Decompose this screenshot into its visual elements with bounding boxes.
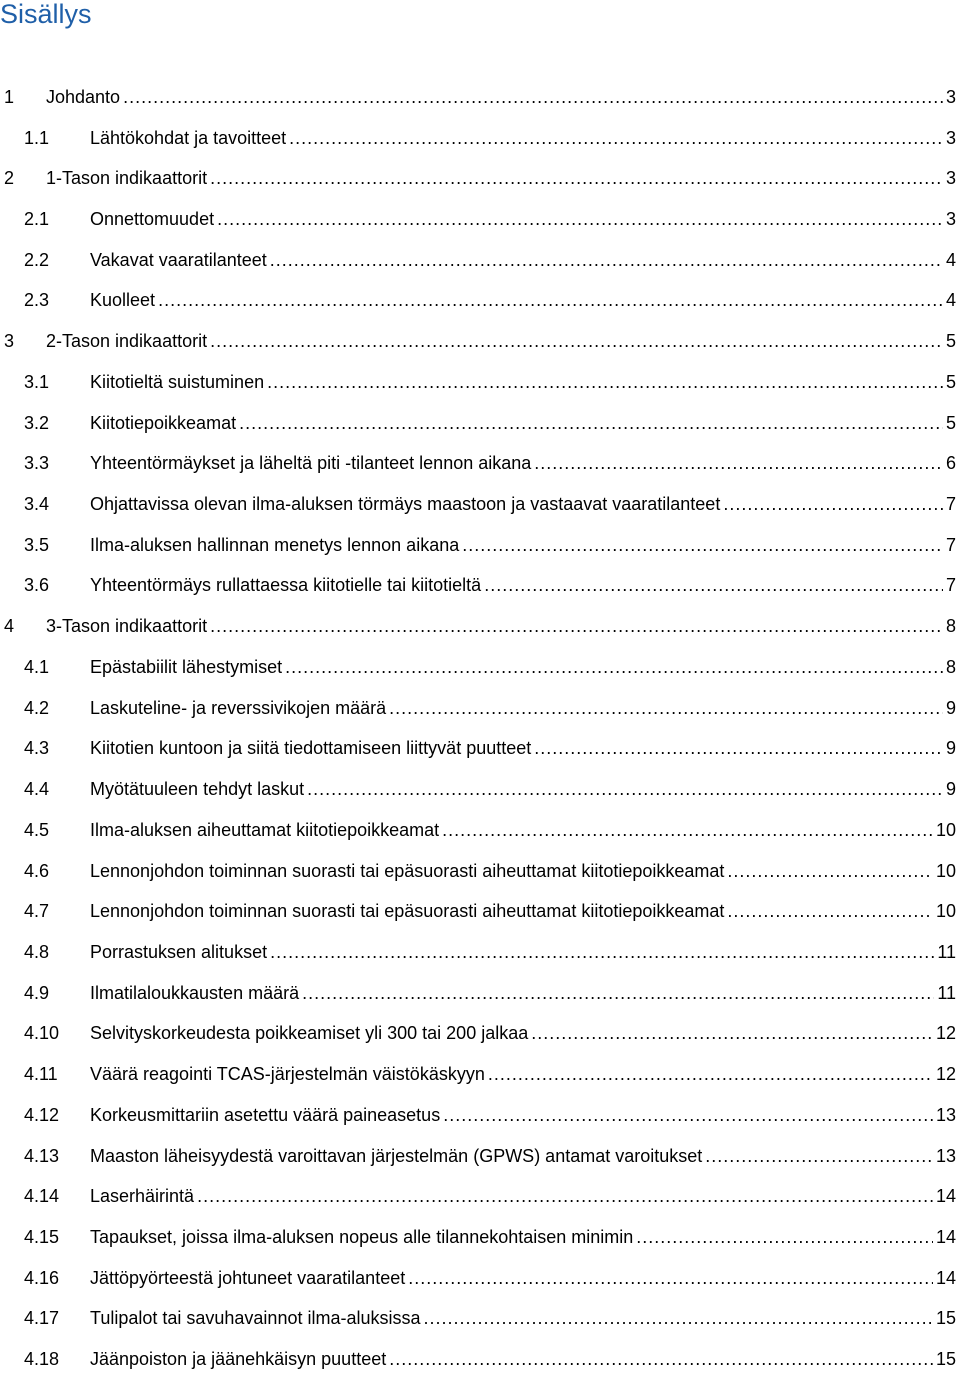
toc-entry-number: 4.3: [24, 738, 50, 759]
toc-entry-page-number: 8: [945, 656, 956, 677]
toc-dot-leader: [307, 779, 943, 800]
toc-entry[interactable]: [0, 77, 960, 118]
toc-entry-title[interactable]: Väärä reagointi TCAS-järjestelmän väistökäskyyn: [90, 1064, 485, 1085]
toc-entry-page-number: 4: [945, 290, 956, 311]
toc-entry[interactable]: [0, 1217, 960, 1258]
toc-entry-title[interactable]: Kiitotien kuntoon ja siitä tiedottamiseen liittyvät puutteet: [90, 738, 532, 759]
toc-dot-leader: [210, 331, 943, 352]
toc-entry[interactable]: [0, 1258, 960, 1299]
toc-dot-leader: [408, 1268, 933, 1289]
toc-entry-page-number: 5: [945, 412, 956, 433]
table-of-contents: [0, 77, 960, 1380]
toc-entry-number: 4.5: [24, 819, 50, 840]
toc-entry-title[interactable]: Yhteentörmäys rullattaessa kiitotielle tai kiitotieltä: [90, 575, 482, 596]
toc-entry-title[interactable]: Ilma-aluksen aiheuttamat kiitotiepoikkeamat: [90, 819, 440, 840]
toc-entry-number: 2.3: [24, 290, 50, 311]
toc-entry-page-number: 13: [935, 1104, 956, 1125]
toc-dot-leader: [488, 1064, 933, 1085]
toc-entry-title[interactable]: Tapaukset, joissa ilma-aluksen nopeus alle tilannekohtaisen minimin: [90, 1226, 634, 1247]
toc-entry-title[interactable]: Ilma-aluksen hallinnan menetys lennon aikana: [90, 534, 460, 555]
toc-entry-page-number: 10: [935, 860, 956, 881]
toc-entry-page-number: 14: [935, 1226, 956, 1247]
toc-entry-page-number: 5: [945, 331, 956, 352]
toc-dot-leader: [389, 1349, 933, 1370]
toc-entry-page-number: 8: [945, 616, 956, 637]
toc-entry[interactable]: [0, 443, 960, 484]
toc-dot-leader: [636, 1227, 933, 1248]
toc-entry-title[interactable]: Jättöpyörteestä johtuneet vaaratilanteet: [90, 1267, 406, 1288]
toc-entry-number: 4.18: [24, 1349, 60, 1370]
toc-entry-number: 1: [4, 86, 15, 107]
toc-entry-number: 3.5: [24, 534, 50, 555]
toc-entry-page-number: 3: [945, 209, 956, 230]
toc-dot-leader: [727, 901, 933, 922]
toc-entry-title[interactable]: Kiitotiepoikkeamat: [90, 412, 237, 433]
toc-entry-title[interactable]: Lennonjohdon toiminnan suorasti tai epäsuorasti aiheuttamat kiitotiepoikkeamat: [90, 860, 725, 881]
toc-dot-leader: [302, 983, 934, 1004]
toc-dot-leader: [534, 453, 943, 474]
toc-dot-leader: [270, 250, 943, 271]
toc-dot-leader: [531, 1023, 933, 1044]
toc-entry[interactable]: [0, 810, 960, 851]
toc-entry[interactable]: [0, 729, 960, 770]
toc-entry-title[interactable]: Ohjattavissa olevan ilma-aluksen törmäys maastoon ja vastaavat vaaratilanteet: [90, 494, 721, 515]
toc-entry-title[interactable]: Onnettomuudet: [90, 209, 215, 230]
toc-entry-page-number: 10: [935, 901, 956, 922]
toc-dot-leader: [239, 413, 943, 434]
toc-entry-page-number: 14: [935, 1186, 956, 1207]
toc-entry-page-number: 15: [935, 1349, 956, 1370]
toc-dot-leader: [484, 575, 943, 596]
toc-dot-leader: [389, 698, 943, 719]
toc-entry-page-number: 11: [937, 941, 956, 962]
toc-dot-leader: [197, 1186, 933, 1207]
toc-entry-title[interactable]: Kiitotieltä suistuminen: [90, 371, 265, 392]
toc-entry-number: 1.1: [24, 127, 50, 148]
toc-entry[interactable]: [0, 1136, 960, 1177]
toc-entry-page-number: 10: [935, 819, 956, 840]
toc-entry-number: 3.4: [24, 494, 50, 515]
toc-entry[interactable]: [0, 647, 960, 688]
toc-dot-leader: [285, 657, 943, 678]
toc-entry[interactable]: [0, 403, 960, 444]
toc-entry-number: 4.12: [24, 1104, 60, 1125]
toc-entry-page-number: 6: [945, 453, 956, 474]
toc-entry-page-number: 3: [945, 127, 956, 148]
toc-entry-page-number: 5: [945, 371, 956, 392]
toc-entry[interactable]: [0, 525, 960, 566]
toc-entry-page-number: 13: [935, 1145, 956, 1166]
toc-dot-leader: [705, 1146, 933, 1167]
toc-dot-leader: [443, 1105, 933, 1126]
toc-entry-number: 4.17: [24, 1308, 60, 1329]
toc-entry[interactable]: [0, 1299, 960, 1340]
toc-entry-page-number: 3: [945, 86, 956, 107]
toc-entry-title[interactable]: Porrastuksen alitukset: [90, 941, 268, 962]
toc-entry-number: 4.11: [24, 1064, 58, 1085]
toc-entry-title[interactable]: Yhteentörmäykset ja läheltä piti -tilanteet lennon aikana: [90, 453, 532, 474]
toc-dot-leader: [534, 738, 943, 759]
toc-entry-page-number: 9: [945, 738, 956, 759]
toc-entry-title[interactable]: 3-Tason indikaattorit: [46, 616, 208, 637]
toc-entry-page-number: 3: [945, 168, 956, 189]
toc-entry-page-number: 7: [945, 575, 956, 596]
toc-entry-page-number: 9: [945, 697, 956, 718]
toc-entry-title[interactable]: Ilmatilaloukkausten määrä: [90, 982, 300, 1003]
toc-dot-leader: [424, 1308, 933, 1329]
toc-entry[interactable]: [0, 158, 960, 199]
toc-entry[interactable]: [0, 769, 960, 810]
toc-entry-number: 3.2: [24, 412, 50, 433]
toc-entry-number: 3.1: [24, 371, 50, 392]
toc-dot-leader: [289, 128, 943, 149]
toc-entry-page-number: 12: [935, 1064, 956, 1085]
toc-entry-page-number: 7: [945, 534, 956, 555]
toc-entry-number: 4.1: [24, 656, 50, 677]
toc-entry-number: 4.6: [24, 860, 50, 881]
toc-entry-number: 4: [4, 616, 15, 637]
toc-dot-leader: [210, 616, 943, 637]
toc-entry-number: 4.15: [24, 1226, 60, 1247]
toc-dot-leader: [442, 820, 933, 841]
toc-entry[interactable]: [0, 1054, 960, 1095]
toc-entry[interactable]: [0, 688, 960, 729]
toc-entry[interactable]: [0, 362, 960, 403]
toc-entry-page-number: 7: [945, 494, 956, 515]
toc-entry-page-number: 15: [935, 1308, 956, 1329]
toc-entry-page-number: 14: [935, 1267, 956, 1288]
toc-entry-number: 4.13: [24, 1145, 60, 1166]
toc-entry[interactable]: [0, 240, 960, 281]
toc-entry-number: 3.3: [24, 453, 50, 474]
toc-entry-title[interactable]: Lennonjohdon toiminnan suorasti tai epäsuorasti aiheuttamat kiitotiepoikkeamat: [90, 901, 725, 922]
toc-entry-number: 4.16: [24, 1267, 60, 1288]
toc-entry-number: 3: [4, 331, 15, 352]
toc-entry[interactable]: [0, 973, 960, 1014]
toc-entry-title[interactable]: Maaston läheisyydestä varoittavan järjestelmän (GPWS) antamat varoitukset: [90, 1145, 703, 1166]
toc-entry[interactable]: [0, 1014, 960, 1055]
toc-entry[interactable]: [0, 851, 960, 892]
toc-entry-title[interactable]: Lähtökohdat ja tavoitteet: [90, 127, 287, 148]
toc-entry-title[interactable]: Kuolleet: [90, 290, 156, 311]
toc-entry-page-number: 4: [945, 249, 956, 270]
toc-entry[interactable]: [0, 118, 960, 159]
toc-dot-leader: [270, 942, 934, 963]
toc-entry-title[interactable]: Selvityskorkeudesta poikkeamiset yli 300 tai 200 jalkaa: [90, 1023, 529, 1044]
toc-dot-leader: [267, 372, 943, 393]
toc-entry[interactable]: [0, 1176, 960, 1217]
toc-dot-leader: [217, 209, 943, 230]
toc-entry[interactable]: [0, 606, 960, 647]
toc-entry[interactable]: [0, 1095, 960, 1136]
toc-entry[interactable]: [0, 484, 960, 525]
toc-entry-title[interactable]: Vakavat vaaratilanteet: [90, 249, 267, 270]
toc-entry[interactable]: [0, 566, 960, 607]
toc-dot-leader: [210, 168, 943, 189]
toc-entry-number: 3.6: [24, 575, 50, 596]
toc-entry[interactable]: [0, 199, 960, 240]
toc-entry-number: 2: [4, 168, 15, 189]
toc-entry[interactable]: [0, 932, 960, 973]
toc-dot-leader: [123, 87, 943, 108]
toc-entry-title[interactable]: Tulipalot tai savuhavainnot ilma-aluksissa: [90, 1308, 421, 1329]
toc-entry[interactable]: [0, 321, 960, 362]
toc-entry-title[interactable]: 2-Tason indikaattorit: [46, 331, 208, 352]
toc-entry-number: 2.2: [24, 249, 50, 270]
toc-entry-title[interactable]: Laserhäirintä: [90, 1186, 195, 1207]
toc-entry-number: 4.9: [24, 982, 50, 1003]
toc-dot-leader: [727, 861, 933, 882]
toc-entry-page-number: 11: [937, 982, 956, 1003]
toc-entry-title[interactable]: 1-Tason indikaattorit: [46, 168, 208, 189]
toc-entry-page-number: 9: [945, 779, 956, 800]
toc-entry-title[interactable]: Johdanto: [46, 86, 121, 107]
toc-entry-page-number: 12: [935, 1023, 956, 1044]
toc-entry-number: 2.1: [24, 209, 50, 230]
toc-entry-title[interactable]: Epästabiilit lähestymiset: [90, 656, 283, 677]
toc-dot-leader: [723, 494, 943, 515]
toc-entry-title[interactable]: Korkeusmittariin asetettu väärä paineasetus: [90, 1104, 441, 1125]
toc-dot-leader: [462, 535, 943, 556]
toc-entry-number: 4.14: [24, 1186, 60, 1207]
toc-entry-number: 4.10: [24, 1023, 60, 1044]
toc-entry[interactable]: [0, 1339, 960, 1380]
toc-entry-number: 4.7: [24, 901, 50, 922]
toc-entry-title[interactable]: Myötätuuleen tehdyt laskut: [90, 779, 305, 800]
toc-entry[interactable]: [0, 891, 960, 932]
toc-entry-number: 4.8: [24, 941, 50, 962]
toc-dot-leader: [158, 290, 943, 311]
toc-entry-title[interactable]: Jäänpoiston ja jäänehkäisyn puutteet: [90, 1349, 387, 1370]
toc-entry[interactable]: [0, 281, 960, 322]
page-title: Sisällys: [0, 0, 92, 29]
toc-entry-number: 4.2: [24, 697, 50, 718]
toc-entry-number: 4.4: [24, 779, 50, 800]
toc-entry-title[interactable]: Laskuteline- ja reverssivikojen määrä: [90, 697, 387, 718]
